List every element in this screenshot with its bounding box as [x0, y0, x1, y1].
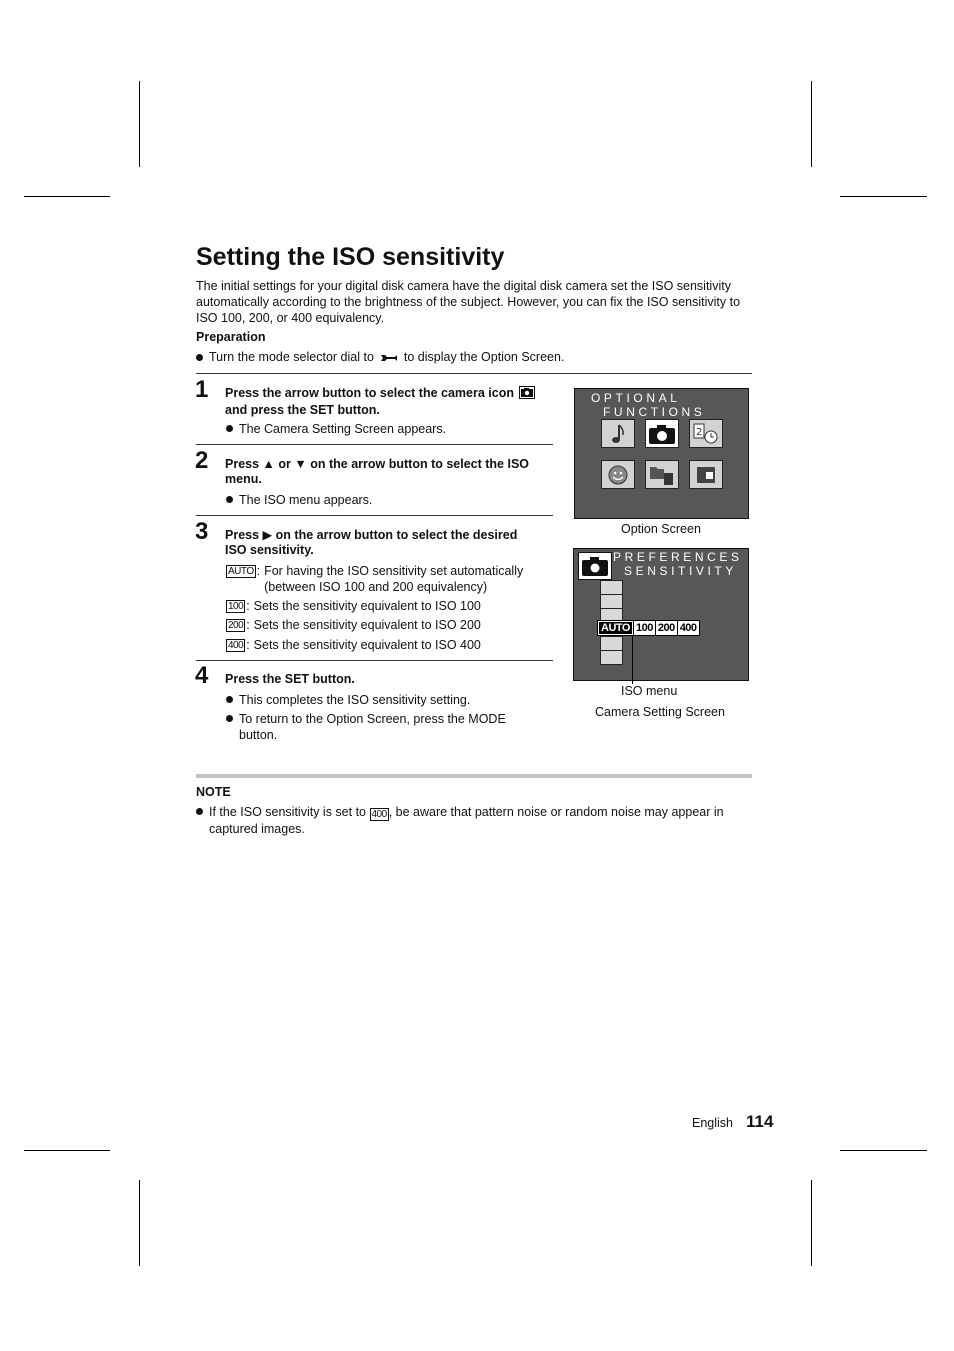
step-bullet: The ISO menu appears. [226, 492, 546, 508]
iso-option-400[interactable]: 400 [679, 622, 697, 634]
iso-label: 400 [228, 640, 244, 651]
bullet-icon [226, 715, 233, 722]
up-arrow-icon: ▲ [262, 457, 275, 471]
preparation-heading: Preparation [196, 330, 266, 344]
iso-option-200[interactable]: 200 [657, 622, 675, 634]
iso-label: AUTO [228, 566, 254, 577]
iso-menu-bar[interactable] [597, 620, 700, 636]
bullet-icon [196, 354, 203, 361]
iso-menu-pointer [632, 636, 633, 684]
preparation-text: Turn the mode selector dial to [209, 350, 374, 364]
option-screen-caption: Option Screen [621, 522, 701, 536]
card-icon [689, 460, 723, 489]
step-bullet: This completes the ISO sensitivity setting. [226, 692, 546, 708]
crop-mark [139, 81, 140, 167]
note-bullet: If the ISO sensitivity is set to 400 , be aware that pattern noise or random noise may appear in captured images. [196, 804, 752, 837]
svg-text:2: 2 [696, 426, 703, 438]
page-number: 114 [746, 1112, 774, 1131]
crop-mark [811, 81, 812, 167]
flash-icon [600, 636, 623, 651]
step-number: 3 [195, 518, 209, 545]
iso-option-row: 200 : Sets the sensitivity equivalent to ISO 200 [228, 618, 481, 632]
iso-option-row: AUTO : For having the ISO sensitivity set automatically (between ISO 100 and 200 equivalency) [228, 564, 524, 594]
option-screen [574, 388, 749, 519]
step-bullet: The Camera Setting Screen appears. [226, 421, 546, 437]
step-title: Press the arrow button to select the camera icon and press the SET button. [225, 386, 545, 418]
battery-icon [600, 650, 623, 665]
iso-option-row: 100 : Sets the sensitivity equivalent to ISO 100 [228, 599, 481, 613]
bullet-icon [226, 425, 233, 432]
step-title: Press the SET button. [225, 672, 355, 686]
iso-label: 100 [228, 601, 244, 612]
step-number: 1 [195, 376, 209, 403]
iso-option-row: 400 : Sets the sensitivity equivalent to ISO 400 [228, 638, 481, 652]
crop-mark [139, 1180, 140, 1266]
bullet-icon [196, 808, 203, 815]
note-divider [196, 774, 752, 778]
preparation-text: to display the Option Screen. [403, 350, 565, 364]
crop-mark [840, 196, 927, 197]
divider [196, 444, 553, 445]
camera-icon [578, 552, 612, 580]
iso-option-100[interactable]: 100 [635, 622, 653, 634]
screen-heading: FUNCTIONS [603, 405, 706, 419]
step-number: 2 [195, 447, 209, 474]
down-arrow-icon: ▼ [294, 457, 307, 471]
camera-setting-screen [573, 548, 749, 681]
step-number: 4 [195, 662, 209, 689]
iso-menu-caption: ISO menu [621, 684, 678, 698]
screen-heading: SENSITIVITY [624, 564, 737, 578]
divider [196, 660, 553, 661]
footer-language: English [692, 1116, 733, 1130]
step-title: Press ▲ or ▼ on the arrow button to select the ISO menu. [225, 457, 530, 486]
screen-heading: OPTIONAL [591, 391, 681, 405]
intro-paragraph: The initial settings for your digital disk camera have the digital disk camera set the ISO sensitivity automatically according to the brightness of the subject. However, you can fix the ISO sensitivity to ISO 100, 200, or 400 equivalency. [196, 279, 741, 325]
bullet-icon [226, 496, 233, 503]
clock-icon [689, 419, 723, 448]
crop-mark [811, 1180, 812, 1266]
crop-mark [24, 1150, 110, 1151]
iso-label: 400 [371, 809, 387, 820]
step-title: Press ▶ on the arrow button to select the desired ISO sensitivity. [225, 528, 518, 557]
bullet-icon [226, 696, 233, 703]
step-bullet: To return to the Option Screen, press the MODE button. [226, 711, 526, 743]
crop-mark [840, 1150, 927, 1151]
resolution-icon [600, 580, 623, 595]
camera-setting-screen-caption: Camera Setting Screen [595, 705, 725, 719]
right-arrow-icon: ▶ [262, 528, 273, 542]
folder-card-icon [645, 460, 679, 489]
preparation-bullet [196, 350, 564, 364]
crop-mark [24, 196, 110, 197]
screen-heading: PREFERENCES [613, 550, 743, 564]
camera-icon [645, 419, 679, 448]
music-note-icon [601, 419, 635, 448]
iso-option-auto[interactable]: AUTO [598, 621, 633, 635]
iso-label: 200 [228, 620, 244, 631]
smiley-icon [601, 460, 635, 489]
note-heading: NOTE [196, 785, 231, 799]
focus-icon [600, 594, 623, 609]
page-title: Setting the ISO sensitivity [196, 243, 505, 271]
divider [196, 515, 553, 516]
camera-icon [519, 386, 535, 403]
divider [196, 373, 752, 374]
wrench-icon [380, 352, 398, 362]
